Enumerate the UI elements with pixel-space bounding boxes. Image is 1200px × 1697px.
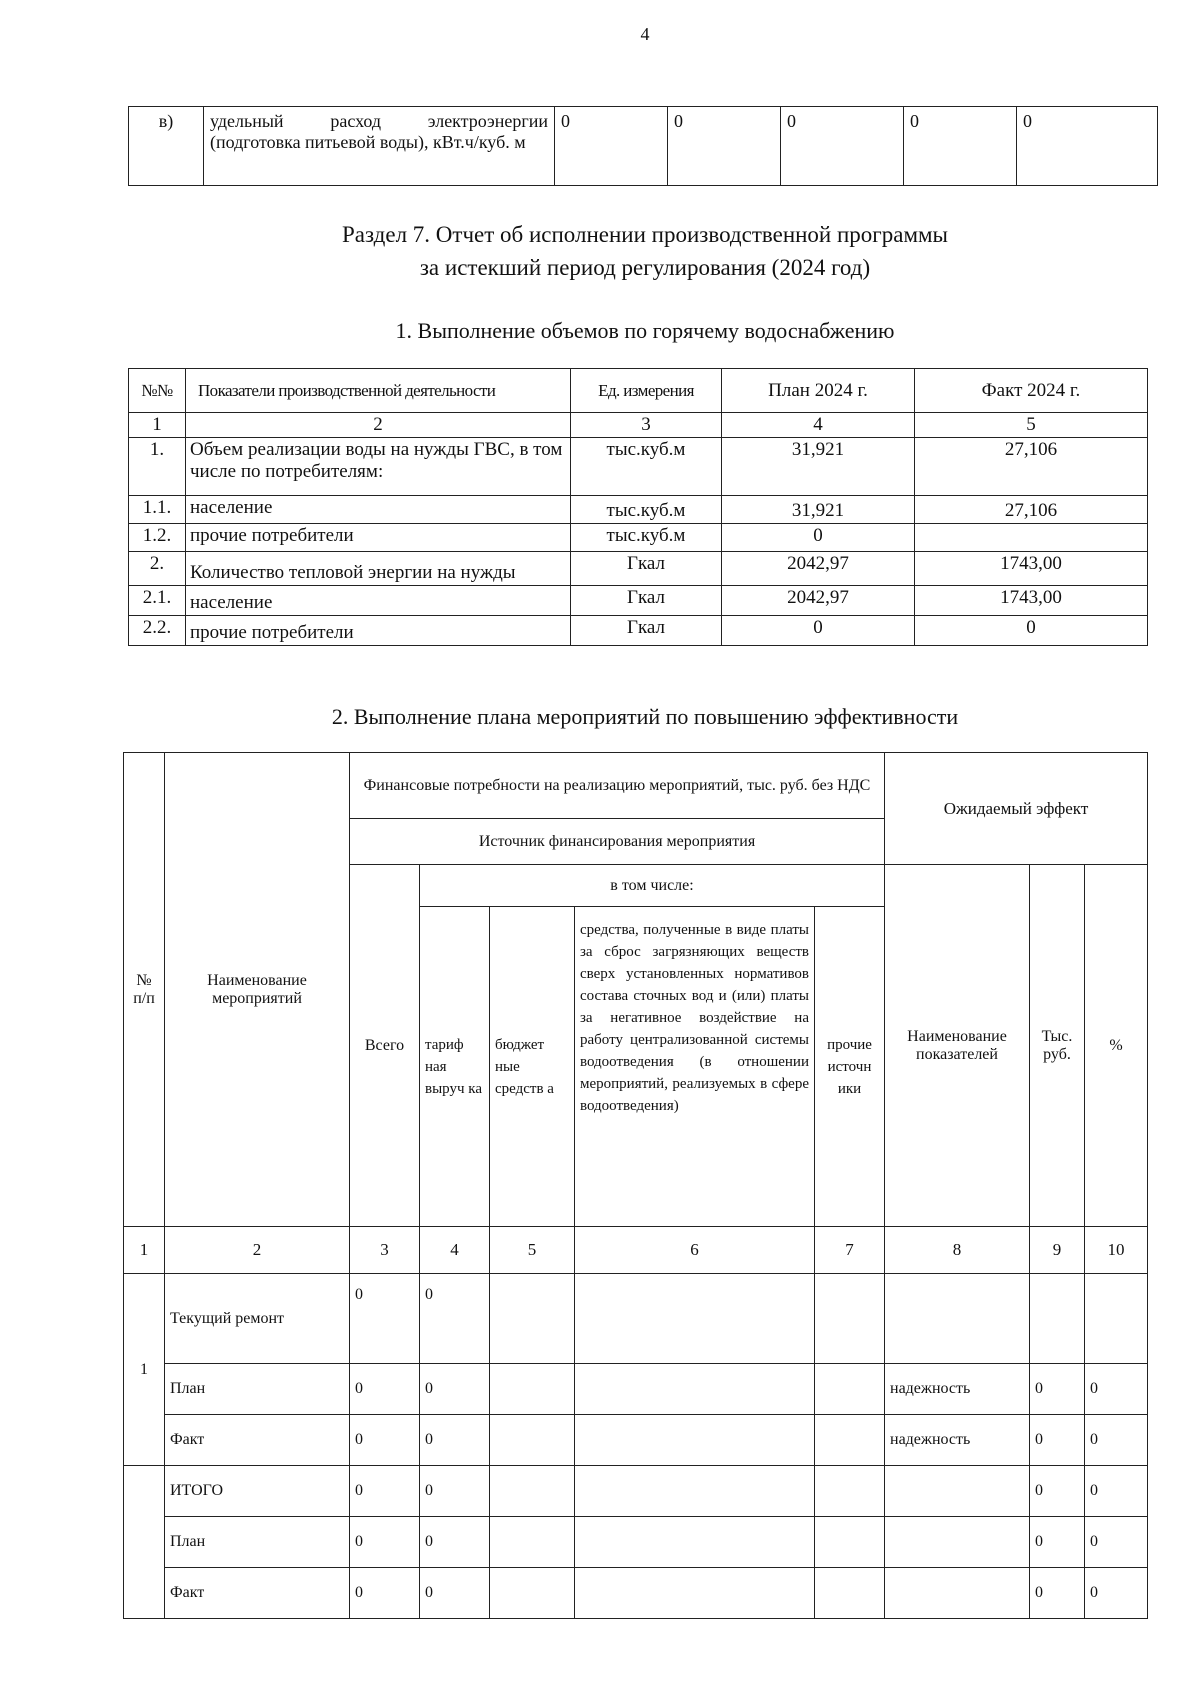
row-plan: 31,921: [722, 496, 915, 524]
row-total: 0: [350, 1517, 420, 1568]
col-header-total: Всего: [350, 865, 420, 1227]
col-number: 1: [124, 1227, 165, 1274]
row-rub: 0: [1030, 1364, 1085, 1415]
col-header-financial: Финансовые потребности на реализацию мероприятий, тыс. руб. без НДС: [350, 753, 885, 819]
col-header-other: прочие источн ики: [815, 907, 885, 1227]
col-number: 4: [722, 413, 915, 438]
col-number: 4: [420, 1227, 490, 1274]
table-row: [124, 1415, 1148, 1466]
row-rub: 0: [1030, 1568, 1085, 1619]
row-label-line2: (подготовка питьевой воды), кВт.ч/куб. м: [210, 132, 526, 152]
row-name: План: [165, 1364, 350, 1415]
row-other: [815, 1568, 885, 1619]
row-total: 0: [350, 1364, 420, 1415]
table-row: [124, 1364, 1148, 1415]
col-header-including: в том числе:: [420, 865, 885, 907]
table-row: [129, 524, 1148, 552]
row-indicator: [885, 1517, 1030, 1568]
row-num: 1.1.: [129, 496, 186, 524]
col-number: 6: [575, 1227, 815, 1274]
page-number: 4: [640, 24, 650, 44]
table-row: [129, 616, 1148, 646]
col-number: 10: [1085, 1227, 1148, 1274]
col-number: 9: [1030, 1227, 1085, 1274]
column-number-row: [124, 1227, 1148, 1274]
row-pct: [1085, 1274, 1148, 1364]
table-row: [129, 586, 1148, 616]
col-number: 5: [915, 413, 1148, 438]
value-cell: 0: [904, 107, 1017, 186]
row-fees: [575, 1568, 815, 1619]
col-number: 5: [490, 1227, 575, 1274]
row-budget: [490, 1274, 575, 1364]
table2-heading: 2. Выполнение плана мероприятий по повышению эффективности: [331, 704, 959, 729]
row-plan: 0: [722, 524, 915, 552]
row-name: Факт: [165, 1568, 350, 1619]
section-title-line2: за истекший период регулирования (2024 год): [419, 255, 871, 280]
efficiency-measures-table: [123, 752, 1148, 1619]
row-unit: тыс.куб.м: [571, 524, 722, 552]
row-plan: 0: [722, 616, 915, 646]
value-cell: 0: [668, 107, 781, 186]
value-cell: 0: [1017, 107, 1158, 186]
hot-water-volumes-table: [128, 368, 1148, 646]
row-tariff: 0: [420, 1517, 490, 1568]
row-indicator: надежность: [885, 1364, 1030, 1415]
row-other: [815, 1517, 885, 1568]
row-fees: [575, 1466, 815, 1517]
specific-consumption-table: [128, 106, 1158, 186]
col-header-num: № п/п: [124, 753, 165, 1227]
row-unit: Гкал: [571, 552, 722, 586]
row-other: [815, 1466, 885, 1517]
row-fees: [575, 1274, 815, 1364]
row-group-num: [124, 1466, 165, 1619]
row-budget: [490, 1364, 575, 1415]
table-row: [129, 438, 1148, 496]
row-rub: 0: [1030, 1517, 1085, 1568]
col-header-budget: бюджет ные средств а: [490, 907, 575, 1227]
header-row: [124, 753, 1148, 819]
row-fact: 0: [915, 616, 1148, 646]
col-header-fees: средства, полученные в виде платы за сброс загрязняющих веществ сверх установленных нормативов состава сточных вод и (или) платы за негативное воздействие на работу централизованной системы водоотведения (в отношении мероприятий, реализуемых в сфере водоотведения): [575, 907, 815, 1227]
row-unit: Гкал: [571, 616, 722, 646]
row-rub: 0: [1030, 1415, 1085, 1466]
row-marker: в): [129, 107, 204, 186]
row-budget: [490, 1415, 575, 1466]
row-name: Количество тепловой энергии на нужды: [186, 552, 571, 586]
row-label: [204, 107, 555, 186]
row-fact: 1743,00: [915, 552, 1148, 586]
col-number: 2: [186, 413, 571, 438]
col-header-percent: %: [1085, 865, 1148, 1227]
row-other: [815, 1415, 885, 1466]
row-tariff: 0: [420, 1274, 490, 1364]
col-header-thousand-rub: Тыс. руб.: [1030, 865, 1085, 1227]
row-fees: [575, 1415, 815, 1466]
row-total: 0: [350, 1568, 420, 1619]
row-other: [815, 1274, 885, 1364]
row-fact: 27,106: [915, 438, 1148, 496]
row-name: Текущий ремонт: [165, 1274, 350, 1364]
row-label-line1: удельный расход электроэнергии: [210, 111, 548, 131]
row-pct: 0: [1085, 1364, 1148, 1415]
row-indicator: [885, 1466, 1030, 1517]
row-tariff: 0: [420, 1466, 490, 1517]
row-num: 2.: [129, 552, 186, 586]
value-cell: 0: [781, 107, 904, 186]
row-fact: [915, 524, 1148, 552]
section-title-line1: Раздел 7. Отчет об исполнении производственной программы: [341, 222, 949, 247]
row-name: население: [186, 586, 571, 616]
row-name: План: [165, 1517, 350, 1568]
row-budget: [490, 1568, 575, 1619]
row-plan: 31,921: [722, 438, 915, 496]
row-indicator: надежность: [885, 1415, 1030, 1466]
row-name: население: [186, 496, 571, 524]
row-plan: 2042,97: [722, 586, 915, 616]
row-rub: [1030, 1274, 1085, 1364]
row-rub: 0: [1030, 1466, 1085, 1517]
row-fact: 27,106: [915, 496, 1148, 524]
totals-row: [124, 1568, 1148, 1619]
row-name: Объем реализации воды на нужды ГВС, в том числе по потребителям:: [186, 438, 571, 496]
row-pct: 0: [1085, 1466, 1148, 1517]
row-total: 0: [350, 1274, 420, 1364]
col-header-name: Наименование мероприятий: [165, 753, 350, 1227]
col-header-indicator: Показатели производственной деятельности: [186, 369, 571, 413]
table-row: [129, 107, 1158, 186]
row-tariff: 0: [420, 1364, 490, 1415]
row-pct: 0: [1085, 1568, 1148, 1619]
row-num: 2.2.: [129, 616, 186, 646]
row-group-num: 1: [124, 1274, 165, 1466]
row-unit: тыс.куб.м: [571, 438, 722, 496]
col-number: 3: [350, 1227, 420, 1274]
col-header-unit: Ед. измерения: [571, 369, 722, 413]
column-number-row: [129, 413, 1148, 438]
row-pct: 0: [1085, 1517, 1148, 1568]
row-tariff: 0: [420, 1568, 490, 1619]
row-indicator: [885, 1568, 1030, 1619]
col-header-fact: Факт 2024 г.: [915, 369, 1148, 413]
row-unit: тыс.куб.м: [571, 496, 722, 524]
totals-row: [124, 1466, 1148, 1517]
row-fact: 1743,00: [915, 586, 1148, 616]
col-header-effect: Ожидаемый эффект: [885, 753, 1148, 865]
row-num: 2.1.: [129, 586, 186, 616]
col-number: 8: [885, 1227, 1030, 1274]
row-plan: 2042,97: [722, 552, 915, 586]
table-row: [129, 552, 1148, 586]
row-other: [815, 1364, 885, 1415]
row-num: 1.: [129, 438, 186, 496]
row-pct: 0: [1085, 1415, 1148, 1466]
row-name: прочие потребители: [186, 524, 571, 552]
row-name: Факт: [165, 1415, 350, 1466]
col-number: 3: [571, 413, 722, 438]
col-number: 1: [129, 413, 186, 438]
row-indicator: [885, 1274, 1030, 1364]
row-tariff: 0: [420, 1415, 490, 1466]
table-row: [129, 496, 1148, 524]
row-total: 0: [350, 1466, 420, 1517]
row-num: 1.2.: [129, 524, 186, 552]
col-header-plan: План 2024 г.: [722, 369, 915, 413]
col-number: 7: [815, 1227, 885, 1274]
header-row: [129, 369, 1148, 413]
value-cell: 0: [555, 107, 668, 186]
table1-heading: 1. Выполнение объемов по горячему водоснабжению: [395, 318, 895, 343]
row-fees: [575, 1517, 815, 1568]
col-header-tariff: тариф ная выруч ка: [420, 907, 490, 1227]
totals-row: [124, 1517, 1148, 1568]
col-number: 2: [165, 1227, 350, 1274]
row-name: ИТОГО: [165, 1466, 350, 1517]
row-budget: [490, 1466, 575, 1517]
section-title: [0, 218, 1200, 284]
table-row: [124, 1274, 1148, 1364]
row-budget: [490, 1517, 575, 1568]
col-header-source: Источник финансирования мероприятия: [350, 819, 885, 865]
row-total: 0: [350, 1415, 420, 1466]
row-name: прочие потребители: [186, 616, 571, 646]
col-header-indicator: Наименование показателей: [885, 865, 1030, 1227]
col-header-num: №№: [129, 369, 186, 413]
row-unit: Гкал: [571, 586, 722, 616]
row-fees: [575, 1364, 815, 1415]
